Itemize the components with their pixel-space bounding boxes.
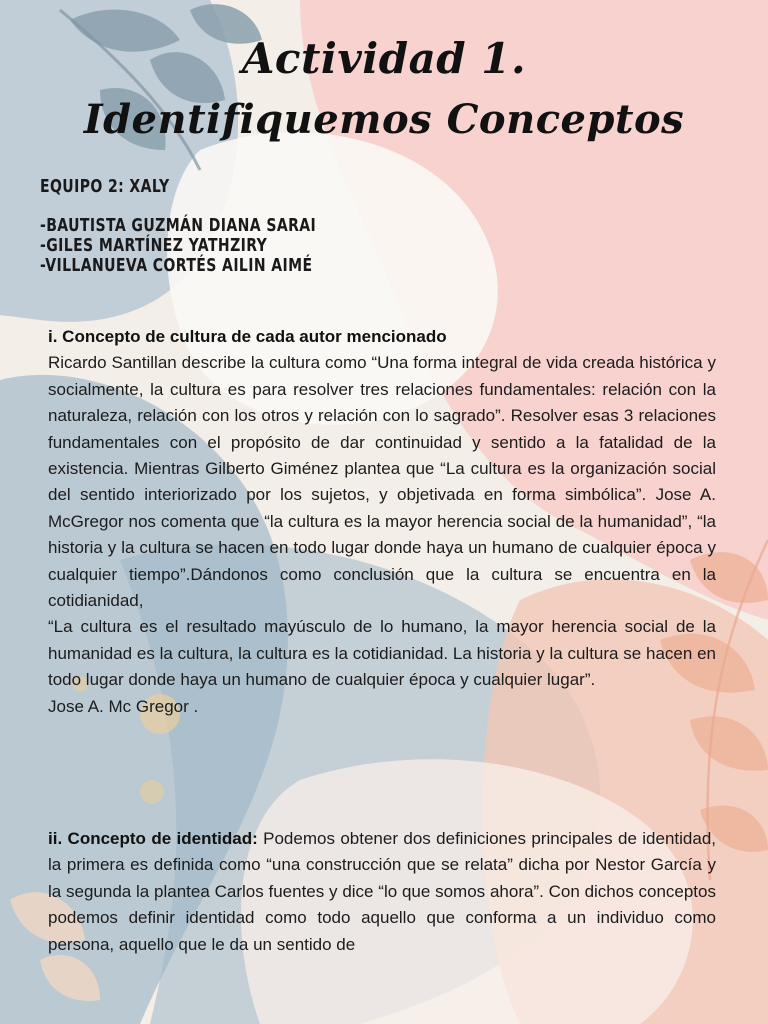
- team-label: EQUIPO 2: XALY: [40, 176, 170, 197]
- quote-text: “La cultura es el resultado mayúsculo de lo humano, la mayor herencia social de la humanidad es la cultura, la cultura es la cotidianidad. La historia y la cultura se hacen en todo lugar donde haya un humano de cualquier época y cualquier lugar”.: [48, 617, 716, 690]
- section-identity: [48, 826, 716, 958]
- team-members-list: [40, 216, 316, 276]
- section-culture: [48, 324, 716, 720]
- team-member: -GILES MARTÍNEZ YATHZIRY: [40, 235, 268, 256]
- team-member: -VILLANUEVA CORTÉS AILIN AIMÉ: [40, 255, 313, 276]
- section-paragraph-identity: Podemos obtener dos definiciones principales de identidad, la primera es definida como “una construcción que se relata” dicha por Nestor García y la segunda la plantea Carlos fuentes y dice “lo que somos ahora”. Con dichos conceptos podemos definir identidad como todo aquello que conforma a un individuo como persona, aquello que le da un sentido de: [48, 829, 717, 954]
- page-subtitle: Identifiquemos Conceptos: [83, 96, 685, 143]
- page-title: Actividad 1.: [241, 34, 527, 83]
- team-member: -BAUTISTA GUZMÁN DIANA SARAI: [40, 215, 317, 236]
- section-heading-culture: i. Concepto de cultura de cada autor mencionado: [48, 327, 447, 346]
- quote-author: Jose A. Mc Gregor .: [48, 696, 199, 716]
- section-paragraph-culture: Ricardo Santillan describe la cultura como “Una forma integral de vida creada histórica y socialmente, la cultura es para resolver tres relaciones fundamentales: relación con la naturaleza, relación con los otros y relación con lo sagrado”. Resolver esas 3 relaciones fundamentales con el propósito de dar continuidad y sentido a la fatalidad de la existencia. Mientras Gilberto Giménez plantea que “La cultura es la organización social del sentido interiorizado por los sujetos, y objetivada en forma simbólica”. Jose A. McGregor nos comenta que “la cultura es la mayor herencia social de la humanidad”, “la historia y la cultura se hacen en todo lugar donde haya un humano de cualquier época y cualquier tiempo”.Dándonos como conclusión que la cultura se encuentra en la cotidianidad,: [48, 353, 716, 611]
- section-heading-identity: ii. Concepto de identidad:: [48, 829, 264, 848]
